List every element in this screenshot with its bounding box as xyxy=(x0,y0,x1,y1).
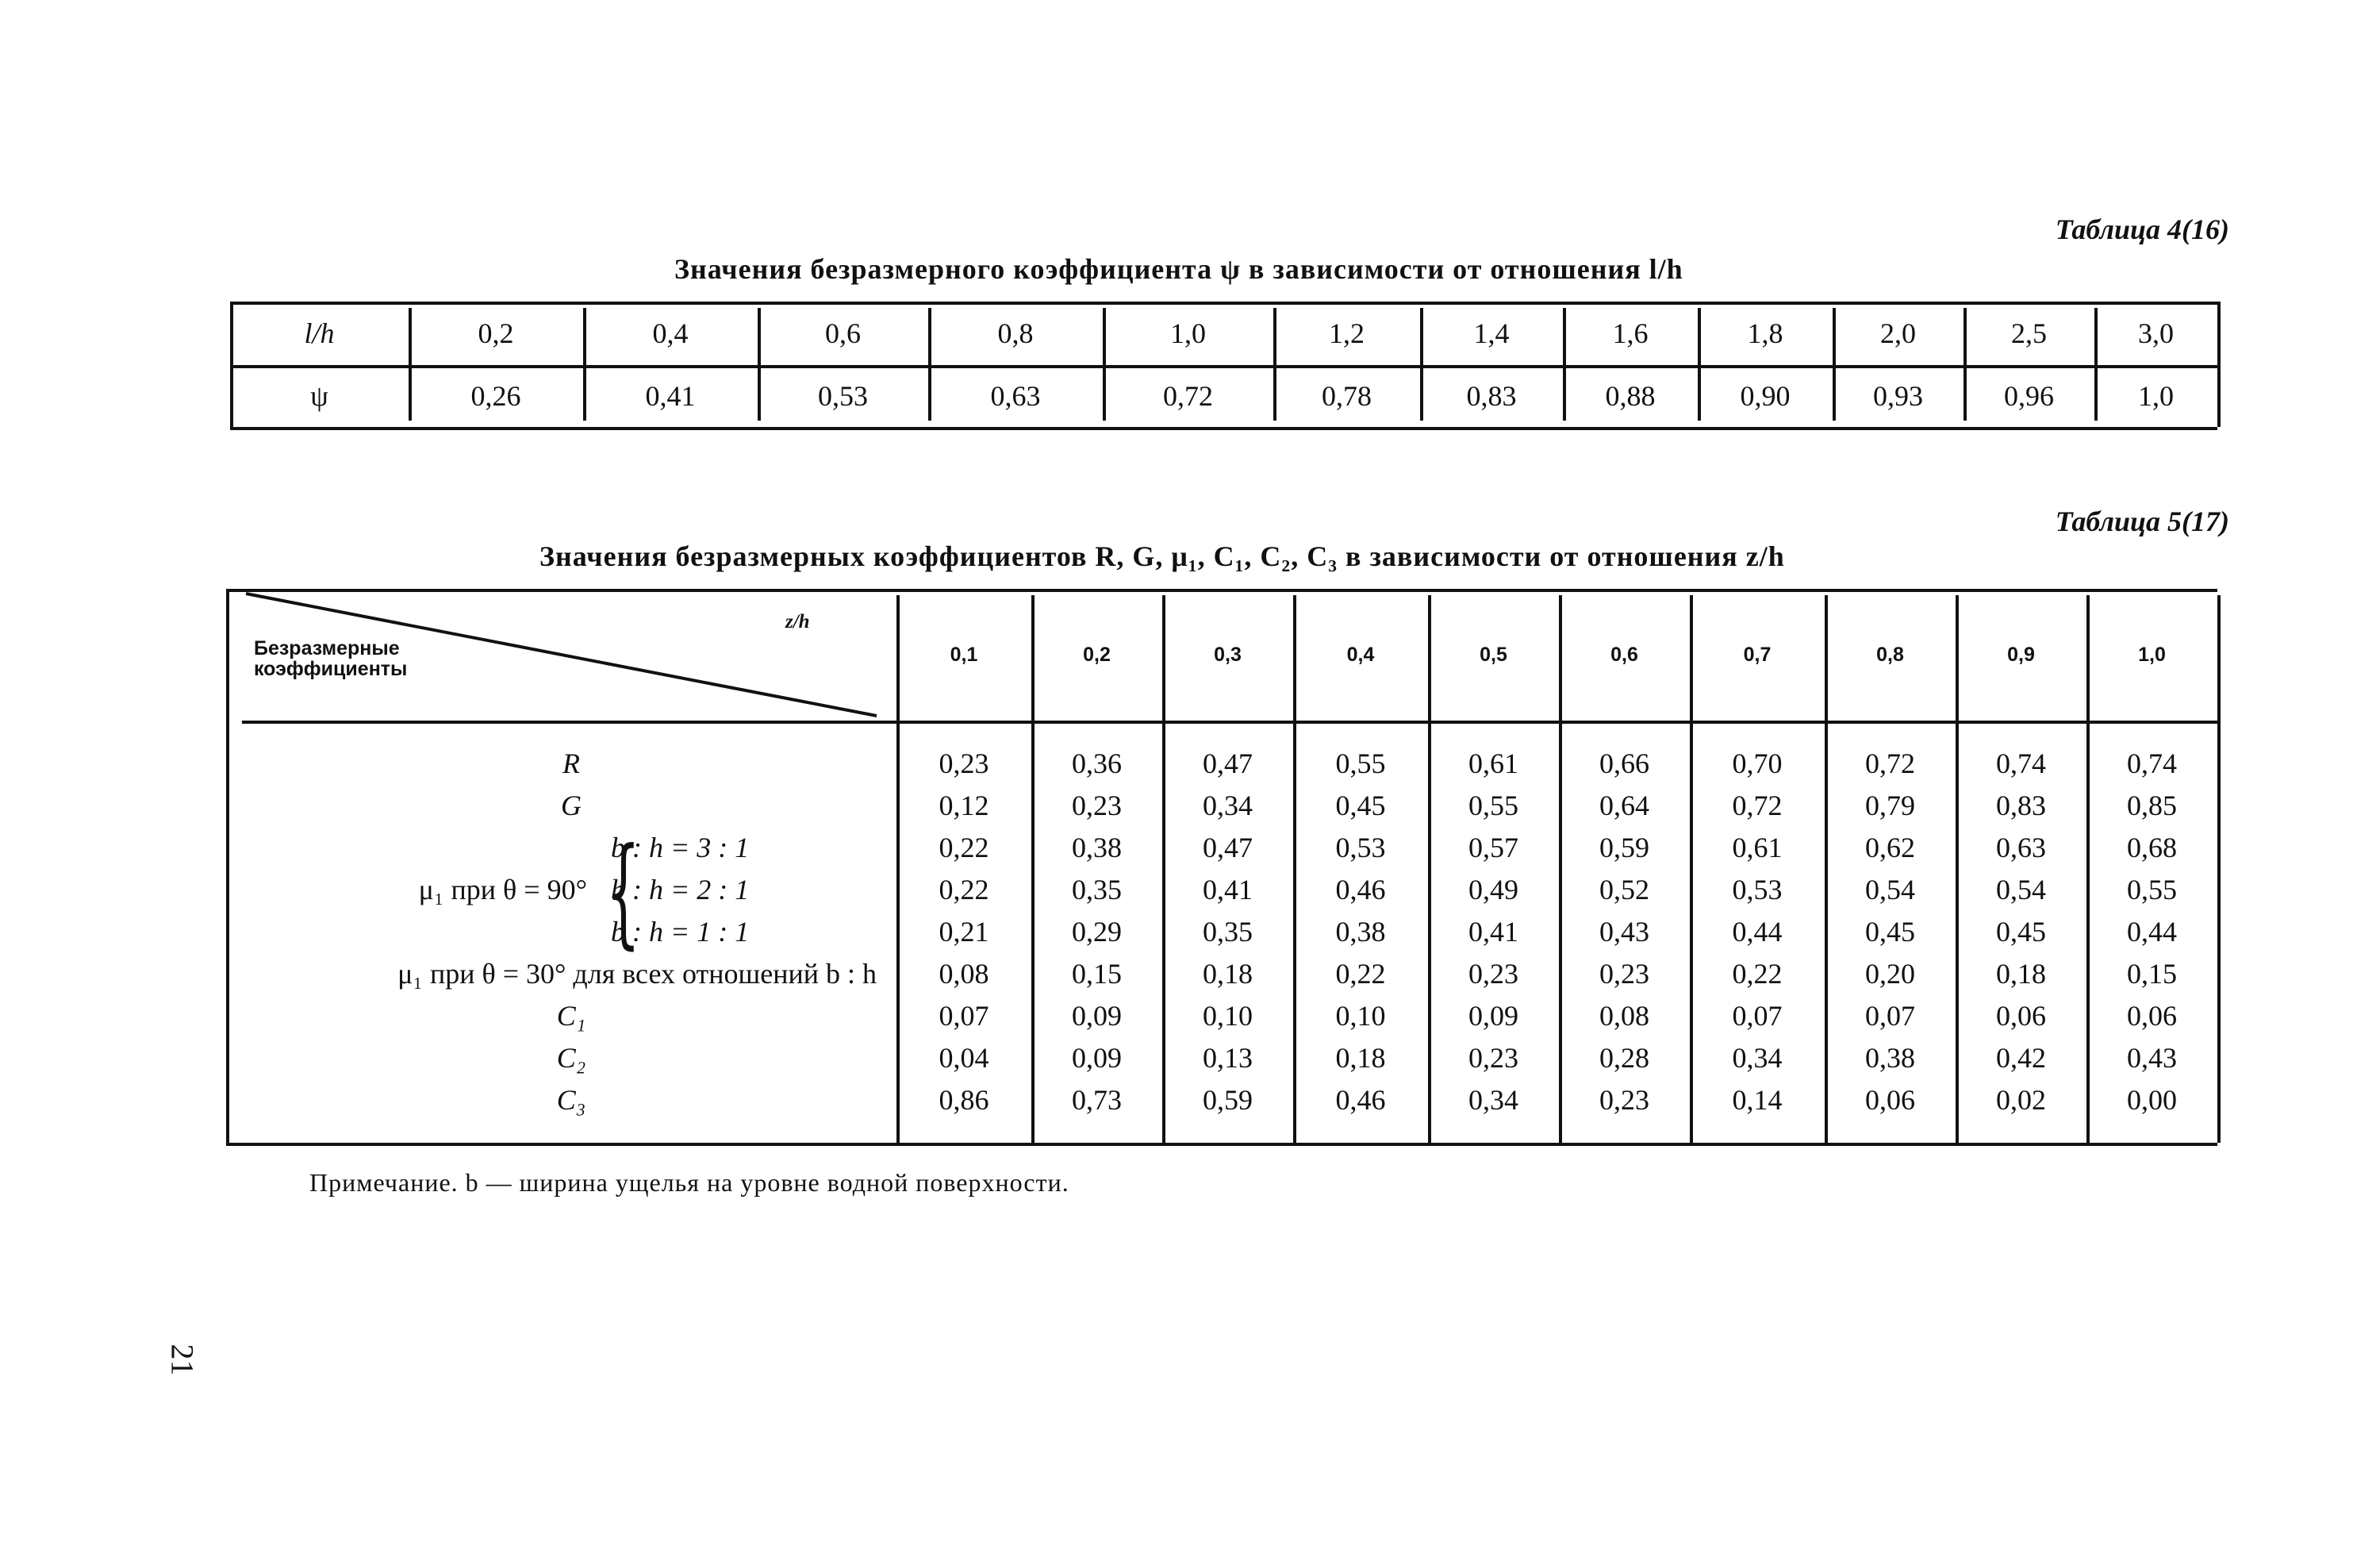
table4-psi-cell: 0,72 xyxy=(1163,380,1213,412)
table5-value-cell: 0,35 xyxy=(1072,873,1122,905)
table5-zh-header: 1,0 xyxy=(2138,643,2166,666)
table5-value-cell: 0,43 xyxy=(2127,1041,2177,1074)
table5-value-cell: 0,09 xyxy=(1468,999,1518,1032)
table5-value-cell: 0,52 xyxy=(1599,873,1649,905)
table5-value-cell: 0,41 xyxy=(1203,873,1253,905)
table5-value-cell: 0,74 xyxy=(2127,747,2177,779)
table5-zh-header: 0,6 xyxy=(1610,643,1638,666)
table5-value-cell: 0,55 xyxy=(1335,747,1386,779)
page-number: 21 xyxy=(164,1344,201,1376)
table5-value-cell: 0,07 xyxy=(939,999,989,1032)
table5-value-cell: 0,47 xyxy=(1203,747,1253,779)
table5-value-cell: 0,23 xyxy=(1599,957,1649,990)
table5-value-cell: 0,23 xyxy=(1072,789,1122,821)
table5-value-cell: 0,34 xyxy=(1468,1083,1518,1116)
table5-value-cell: 0,36 xyxy=(1072,747,1122,779)
table5-row-label: b : h = 2 : 1 xyxy=(611,873,750,905)
table5-zh-header: 0,2 xyxy=(1083,643,1111,666)
table5-value-cell: 0,38 xyxy=(1335,915,1386,948)
table5-value-cell: 0,86 xyxy=(939,1083,989,1116)
table5-value-cell: 0,38 xyxy=(1072,831,1122,863)
table5-title: Значения безразмерных коэффициентов R, G, μ₁, C₁, C₂, C₃ в зависимости от отношения z/h xyxy=(539,540,1785,572)
table4-label: Таблица 4(16) xyxy=(2055,213,2229,245)
table5-corner-label: Безразмерные коэффициенты xyxy=(254,637,408,680)
table5-value-cell: 0,35 xyxy=(1203,915,1253,948)
table5-value-cell: 0,23 xyxy=(1468,957,1518,990)
table5-value-cell: 0,38 xyxy=(1865,1041,1915,1074)
table5-value-cell: 0,54 xyxy=(1865,873,1915,905)
table5-value-cell: 0,06 xyxy=(1996,999,2046,1032)
table5-value-cell: 0,46 xyxy=(1335,873,1386,905)
table5-zh-header: 0,4 xyxy=(1346,643,1375,666)
table5-value-cell: 0,12 xyxy=(939,789,989,821)
table5-zh-header: 0,3 xyxy=(1214,643,1242,666)
table4-psi-cell: 0,96 xyxy=(2004,380,2054,412)
table5-value-cell: 0,09 xyxy=(1072,1041,1122,1074)
table5-value-cell: 0,43 xyxy=(1599,915,1649,948)
table5-value-cell: 0,53 xyxy=(1335,831,1386,863)
table5-value-cell: 0,29 xyxy=(1072,915,1122,948)
table5-value-cell: 0,20 xyxy=(1865,957,1915,990)
table5-value-cell: 0,61 xyxy=(1732,831,1783,863)
table5-value-cell: 0,49 xyxy=(1468,873,1518,905)
table5-value-cell: 0,22 xyxy=(1732,957,1783,990)
table5-value-cell: 0,04 xyxy=(939,1041,989,1074)
table5-row-label: R xyxy=(562,747,580,779)
table5-zh-header: 0,8 xyxy=(1876,643,1904,666)
table5-value-cell: 0,45 xyxy=(1335,789,1386,821)
table5-value-cell: 0,06 xyxy=(1865,1083,1915,1116)
table5-value-cell: 0,73 xyxy=(1072,1083,1122,1116)
table5-value-cell: 0,55 xyxy=(1468,789,1518,821)
table5-value-cell: 0,06 xyxy=(2127,999,2177,1032)
table4-row-head-lh: l/h xyxy=(304,317,335,349)
table4-psi-cell: 1,0 xyxy=(2138,380,2174,412)
table5-value-cell: 0,28 xyxy=(1599,1041,1649,1074)
table4-lh-cell: 1,8 xyxy=(1747,317,1783,349)
table4-lh-cell: 3,0 xyxy=(2138,317,2174,349)
table5-row-label: μ₁ при θ = 30° для всех отношений b : h xyxy=(397,957,877,990)
table5-value-cell: 0,10 xyxy=(1203,999,1253,1032)
table4-lh-cell: 2,5 xyxy=(2011,317,2047,349)
table5-row-label: b : h = 3 : 1 xyxy=(611,831,750,863)
table5-value-cell: 0,45 xyxy=(1996,915,2046,948)
table5-value-cell: 0,59 xyxy=(1203,1083,1253,1116)
table5-value-cell: 0,15 xyxy=(2127,957,2177,990)
table4-lh-cell: 1,2 xyxy=(1329,317,1365,349)
table5-value-cell: 0,68 xyxy=(2127,831,2177,863)
table5-value-cell: 0,85 xyxy=(2127,789,2177,821)
table5-value-cell: 0,46 xyxy=(1335,1083,1386,1116)
table5-value-cell: 0,13 xyxy=(1203,1041,1253,1074)
table4-psi-cell: 0,26 xyxy=(470,380,521,412)
table4-psi-cell: 0,83 xyxy=(1466,380,1517,412)
table5-row-label: C₃ xyxy=(556,1083,586,1116)
table5-value-cell: 0,72 xyxy=(1732,789,1783,821)
table5-zh-header: 0,9 xyxy=(2007,643,2035,666)
table5-value-cell: 0,57 xyxy=(1468,831,1518,863)
table5-mu90-label: μ₁ при θ = 90° xyxy=(418,873,587,905)
table5-zh-header: 0,1 xyxy=(950,643,978,666)
table5-note: Примечание. b — ширина ущелья на уровне водной поверхности. xyxy=(309,1168,1069,1197)
table5-value-cell: 0,47 xyxy=(1203,831,1253,863)
table5-value-cell: 0,08 xyxy=(939,957,989,990)
table5-value-cell: 0,34 xyxy=(1732,1041,1783,1074)
table5-value-cell: 0,62 xyxy=(1865,831,1915,863)
table4-lh-cell: 1,0 xyxy=(1170,317,1206,349)
table5-value-cell: 0,44 xyxy=(2127,915,2177,948)
table4-psi-cell: 0,41 xyxy=(645,380,696,412)
table5-label: Таблица 5(17) xyxy=(2055,506,2229,537)
table5-value-cell: 0,41 xyxy=(1468,915,1518,948)
table4-psi-cell: 0,63 xyxy=(990,380,1041,412)
table5-row-label: G xyxy=(561,789,582,821)
table5-value-cell: 0,34 xyxy=(1203,789,1253,821)
table4-lh-cell: 1,4 xyxy=(1473,317,1510,349)
table4-psi-cell: 0,53 xyxy=(818,380,868,412)
table4-lh-cell: 1,6 xyxy=(1612,317,1649,349)
table5-value-cell: 0,59 xyxy=(1599,831,1649,863)
table5-value-cell: 0,42 xyxy=(1996,1041,2046,1074)
table4-lh-cell: 0,2 xyxy=(478,317,514,349)
table4-psi-cell: 0,90 xyxy=(1740,380,1791,412)
table5-value-cell: 0,23 xyxy=(939,747,989,779)
table5-row-label: C₁ xyxy=(556,999,586,1032)
table5-value-cell: 0,10 xyxy=(1335,999,1386,1032)
table5-row-label: C₂ xyxy=(556,1041,586,1074)
table5-value-cell: 0,07 xyxy=(1865,999,1915,1032)
table4-lh-cell: 0,4 xyxy=(652,317,689,349)
table5-value-cell: 0,02 xyxy=(1996,1083,2046,1116)
table4-psi-cell: 0,88 xyxy=(1605,380,1656,412)
table5-corner-zh: z/h xyxy=(785,611,810,632)
table5-value-cell: 0,23 xyxy=(1599,1083,1649,1116)
table5-value-cell: 0,14 xyxy=(1732,1083,1783,1116)
table5-value-cell: 0,18 xyxy=(1996,957,2046,990)
table5-value-cell: 0,66 xyxy=(1599,747,1649,779)
table5-value-cell: 0,08 xyxy=(1599,999,1649,1032)
table4-psi-cell: 0,78 xyxy=(1322,380,1372,412)
table5-value-cell: 0,09 xyxy=(1072,999,1122,1032)
table5-value-cell: 0,83 xyxy=(1996,789,2046,821)
table4-psi-cell: 0,93 xyxy=(1873,380,1923,412)
table5-value-cell: 0,64 xyxy=(1599,789,1649,821)
table5-value-cell: 0,21 xyxy=(939,915,989,948)
table5-value-cell: 0,74 xyxy=(1996,747,2046,779)
table5-row-label: b : h = 1 : 1 xyxy=(611,915,750,948)
table5-value-cell: 0,00 xyxy=(2127,1083,2177,1116)
table5-value-cell: 0,18 xyxy=(1203,957,1253,990)
table5-zh-header: 0,5 xyxy=(1480,643,1507,666)
table5-brace: { xyxy=(606,823,641,961)
table5-value-cell: 0,53 xyxy=(1732,873,1783,905)
table5-value-cell: 0,22 xyxy=(1335,957,1386,990)
table5-value-cell: 0,63 xyxy=(1996,831,2046,863)
table5-value-cell: 0,61 xyxy=(1468,747,1518,779)
table5-zh-header: 0,7 xyxy=(1743,643,1772,666)
table5-value-cell: 0,79 xyxy=(1865,789,1915,821)
table5-value-cell: 0,54 xyxy=(1996,873,2046,905)
table5-value-cell: 0,07 xyxy=(1732,999,1783,1032)
table4-lh-cell: 0,8 xyxy=(997,317,1034,349)
table5-value-cell: 0,55 xyxy=(2127,873,2177,905)
table5-value-cell: 0,15 xyxy=(1072,957,1122,990)
table4-title: Значения безразмерного коэффициента ψ в зависимости от отношения l/h xyxy=(674,253,1683,285)
table5-value-cell: 0,70 xyxy=(1732,747,1783,779)
table5-value-cell: 0,22 xyxy=(939,831,989,863)
table5-value-cell: 0,22 xyxy=(939,873,989,905)
table4-lh-cell: 0,6 xyxy=(825,317,861,349)
table4-row-head-psi: ψ xyxy=(310,380,328,412)
table5-value-cell: 0,45 xyxy=(1865,915,1915,948)
table5-value-cell: 0,44 xyxy=(1732,915,1783,948)
table4-lh-cell: 2,0 xyxy=(1880,317,1916,349)
table5-value-cell: 0,72 xyxy=(1865,747,1915,779)
table5-value-cell: 0,18 xyxy=(1335,1041,1386,1074)
table5-value-cell: 0,23 xyxy=(1468,1041,1518,1074)
